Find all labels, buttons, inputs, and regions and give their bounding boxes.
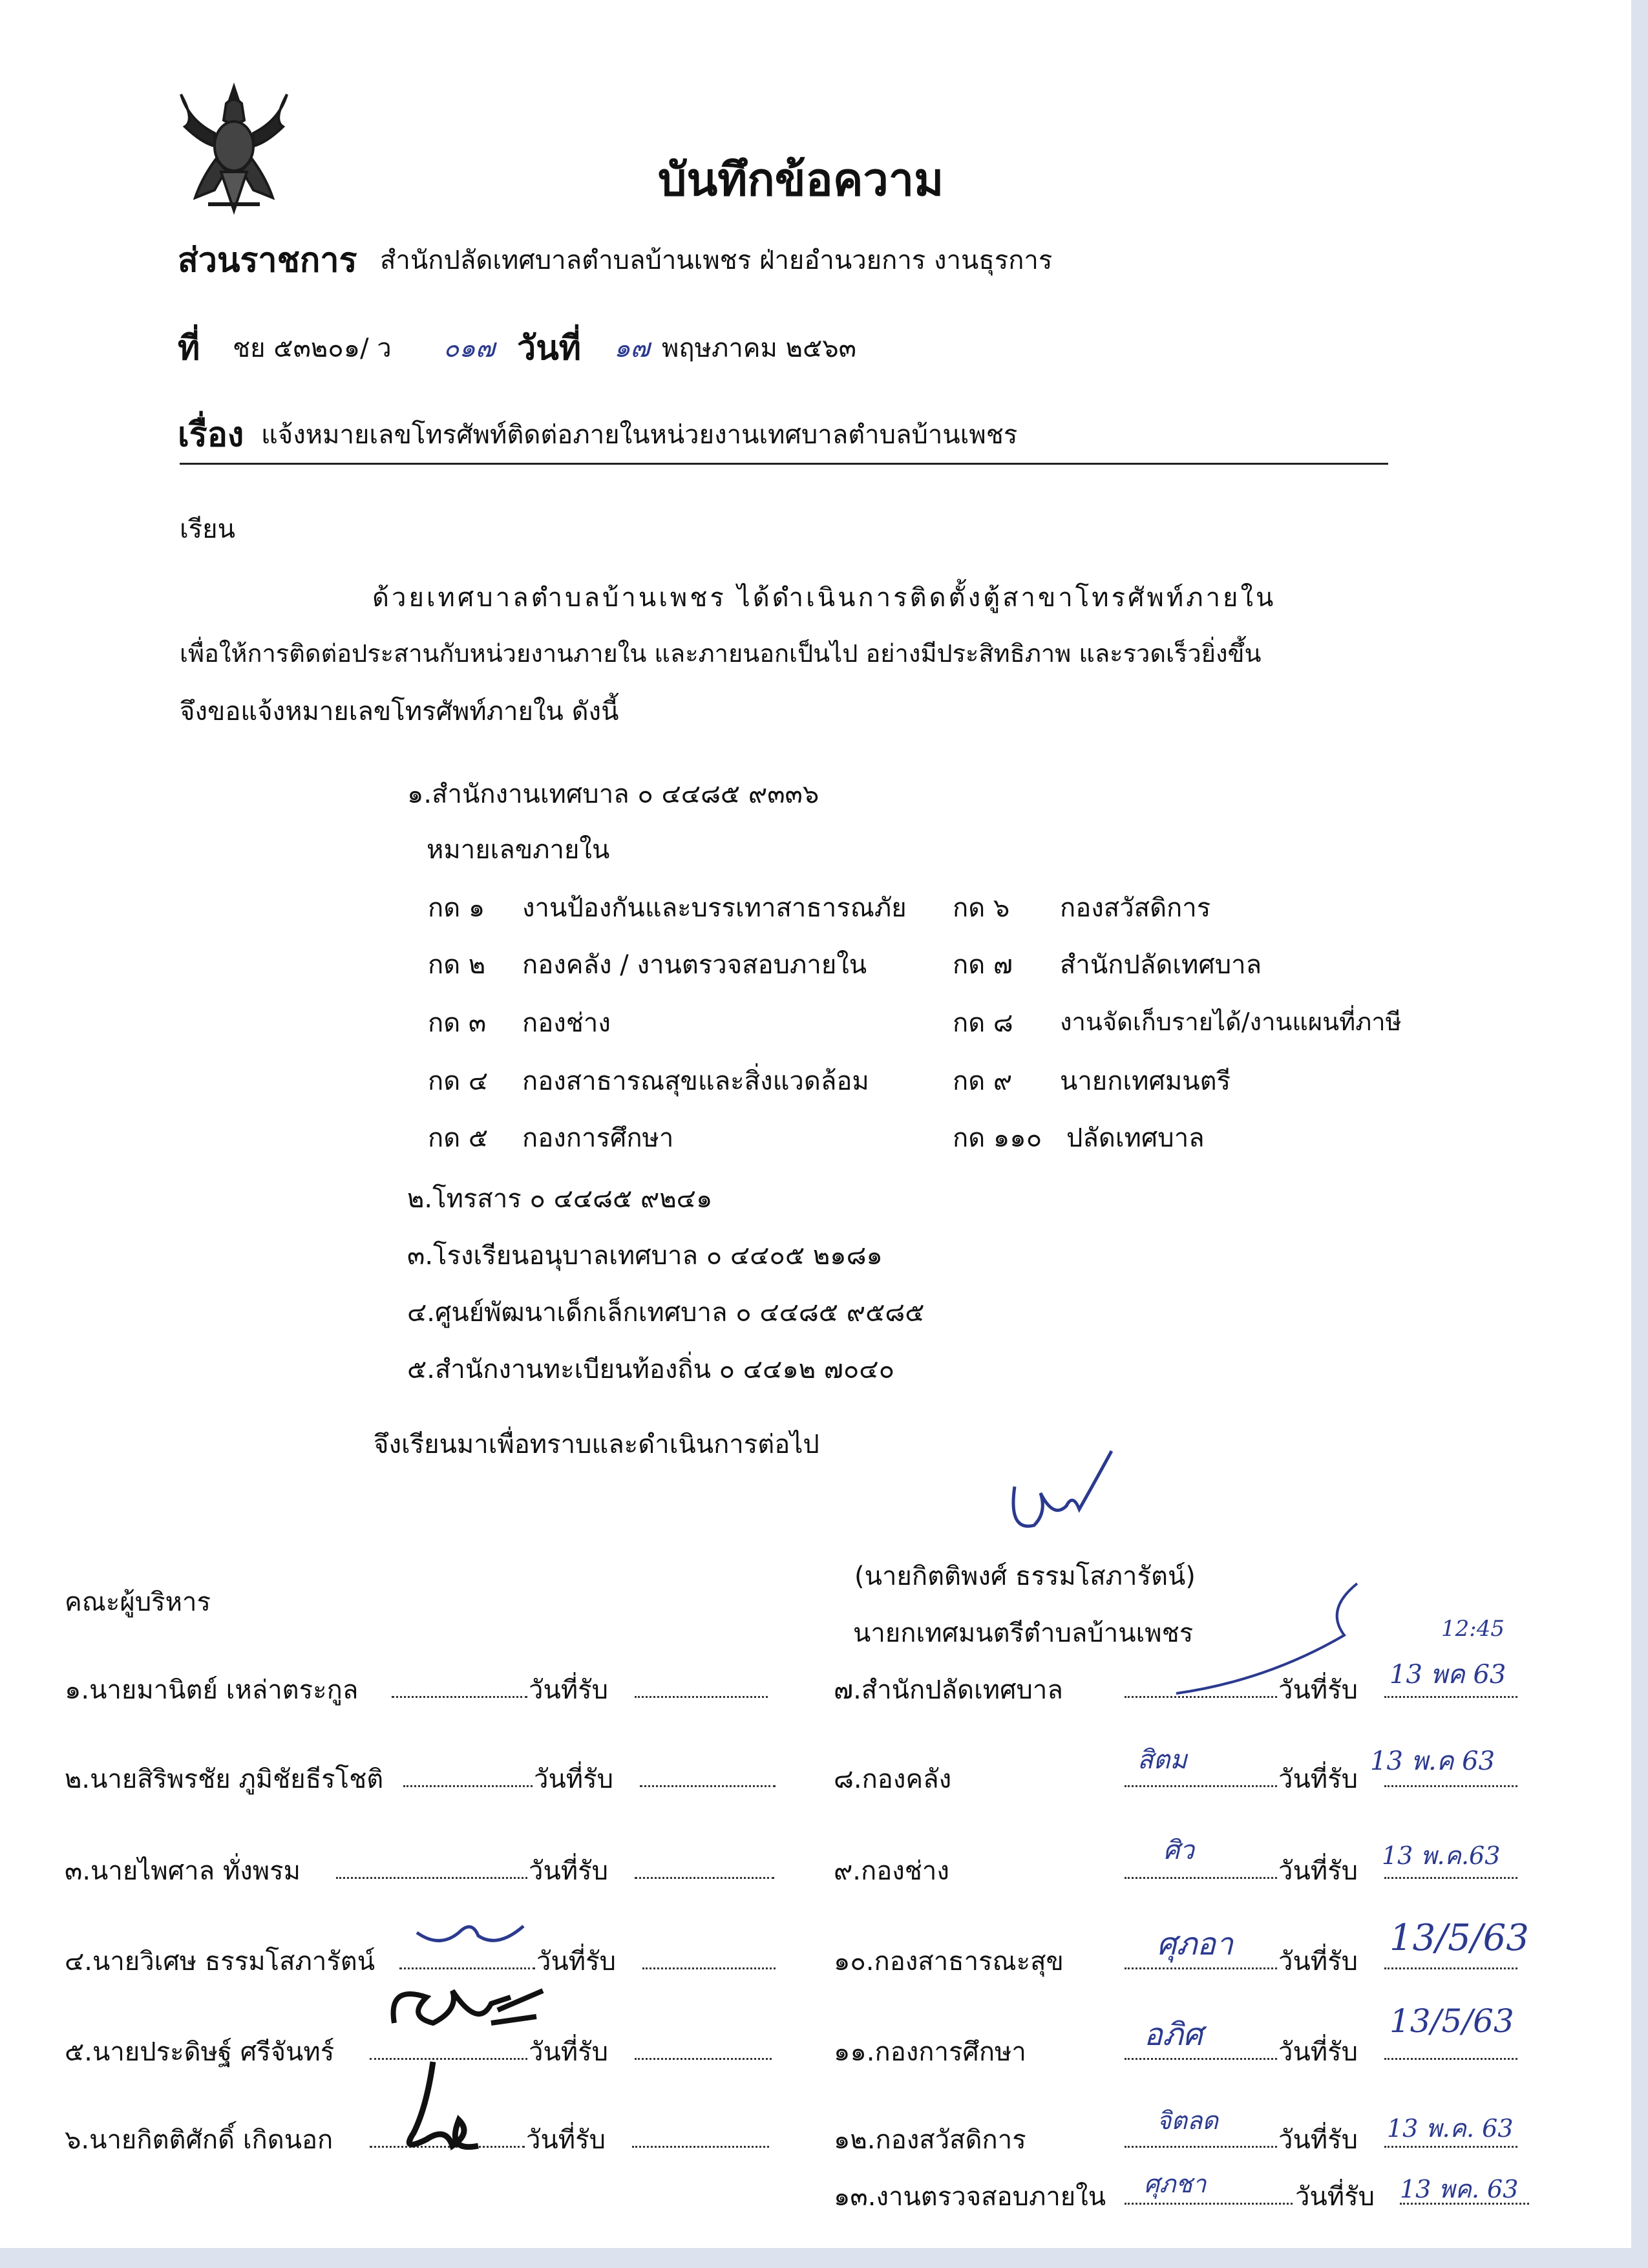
dept-label: ส่วนราชการ [178,241,357,280]
distribution-right-13: ๑๓.งานตรวจสอบภายใน [834,2182,1106,2212]
memo-title: บันทึกข้อความ [658,153,944,206]
distribution-left-4: ๔.นายวิเศษ ธรรมโสภารัตน์ [65,1947,375,1977]
ext-name: กองสาธารณสุขและสิ่งแวดล้อม [522,1066,869,1096]
signature-4 [414,1913,530,1952]
received-label: วันที่รับ [529,2037,609,2067]
subject-label: เรื่อง [178,416,244,454]
list-item-2: ๒.โทรสาร ๐ ๔๔๘๕ ๙๒๔๑ [407,1184,713,1214]
dotted-line [635,1696,768,1698]
ext-name: กองช่าง [522,1008,611,1038]
ext-code: กด ๖ [953,893,1010,923]
ext-code: กด ๕ [428,1123,489,1153]
dotted-line [635,1877,774,1879]
ref-number-handwritten: ๐๑๗ [443,334,495,363]
extension-heading: หมายเลขภายใน [427,835,610,865]
body-paragraph-1: ด้วยเทศบาลตำบลบ้านเพชร ได้ดำเนินการติดตั้งตู้สาขาโทรศัพท์ภายใน [372,583,1276,613]
received-date-handwritten: 13 พค 63 [1389,1660,1506,1690]
dotted-line [1125,2146,1277,2148]
ref-label: ที่ [178,329,200,368]
received-label: วันที่รับ [536,1947,617,1977]
garuda-emblem [176,81,292,217]
received-label: วันที่รับ [534,1765,614,1794]
dotted-line [1384,1696,1517,1698]
ext-code: กด ๘ [953,1008,1013,1038]
dotted-line [1384,1785,1517,1787]
received-date-handwritten: 13 พ.ค.63 [1382,1841,1501,1870]
distribution-left-6: ๖.นายกิตติศักดิ์ เกิดนอก [65,2125,333,2155]
received-label: วันที่รับ [529,1856,609,1886]
ref-value: ชย ๕๓๒๐๑/ ว [233,334,392,363]
ext-code: กด ๓ [428,1008,487,1038]
body-paragraph-2: เพื่อให้การติดต่อประสานกับหน่วยงานภายใน และภายนอกเป็นไป อย่างมีประสิทธิภาพ และรวดเร็วยิ่งขึ้น [180,639,1262,668]
ext-code: กด ๔ [428,1066,489,1096]
ext-name: นายกเทศมนตรี [1060,1066,1231,1096]
received-date-handwritten: 13 พค. 63 [1400,2175,1519,2203]
received-label: วันที่รับ [526,2125,606,2155]
signed-name-handwritten: ศุภชา [1144,2170,1207,2198]
distribution-left-5: ๕.นายประดิษฐ์ ศรีจันทร์ [65,2037,335,2067]
signed-name-handwritten: สิตม [1137,1745,1187,1775]
ext-code: กด ๑๑๐ [953,1123,1042,1153]
ext-code: กด ๙ [953,1066,1013,1096]
dotted-line [403,1785,533,1787]
signatory-position: นายกเทศมนตรีตำบลบ้านเพชร [853,1618,1194,1648]
list-item-5: ๕.สำนักงานทะเบียนท้องถิ่น ๐ ๔๔๑๒ ๗๐๔๐ [407,1355,894,1384]
dotted-line [1384,1967,1517,1969]
signed-name-handwritten: ศุภอา [1157,1926,1233,1962]
distribution-right-11: ๑๑.กองการศึกษา [834,2037,1026,2067]
distribution-left-3: ๓.นายไพศาล ทั่งพรม [65,1856,301,1886]
dotted-line [1125,1785,1277,1787]
received-label: วันที่รับ [1278,1856,1358,1886]
received-date-handwritten: 13 พ.ค. 63 [1387,2114,1514,2143]
page-edge-right [1631,0,1648,2268]
header-rule [180,463,1388,465]
received-date-handwritten: 13/5/63 [1389,1917,1529,1959]
ext-name: สำนักปลัดเทศบาล [1060,950,1262,980]
signed-name-handwritten: ศิว [1163,1836,1194,1865]
received-label: วันที่รับ [1295,2182,1375,2212]
dept-value: สำนักปลัดเทศบาลตำบลบ้านเพชร ฝ่ายอำนวยการ งานธุรการ [380,246,1053,275]
distribution-left-2: ๒.นายสิริพรชัย ภูมิชัยธีรโชติ [65,1765,384,1794]
received-label: วันที่รับ [1278,1765,1358,1794]
dotted-line [642,1967,776,1969]
ext-code: กด ๗ [953,950,1013,980]
list-item-1: ๑.สำนักงานเทศบาล ๐ ๔๔๘๕ ๙๓๓๖ [407,779,819,809]
subject-value: แจ้งหมายเลขโทรศัพท์ติดต่อภายในหน่วยงานเทศบาลตำบลบ้านเพชร [261,420,1018,450]
dotted-line [1384,2058,1517,2060]
received-date-handwritten: 13/5/63 [1389,2002,1514,2040]
signature-5 [381,1971,549,2062]
ext-code: กด ๑ [428,893,485,923]
distribution-right-10: ๑๐.กองสาธารณะสุข [834,1947,1064,1977]
dotted-line [640,1785,776,1787]
date-value: พฤษภาคม ๒๕๖๓ [662,334,856,363]
signature-6 [388,2055,491,2159]
ext-code: กด ๒ [428,950,486,980]
page-edge-bottom [0,2248,1648,2268]
list-item-3: ๓.โรงเรียนอนุบาลเทศบาล ๐ ๔๔๐๕ ๒๑๘๑ [407,1241,883,1271]
dotted-line [1384,1877,1517,1879]
mayor-signature [995,1448,1125,1545]
received-label: วันที่รับ [1278,2037,1358,2067]
ext-name: กองสวัสดิการ [1060,893,1211,923]
dotted-line [336,1877,527,1879]
ext-name: งานป้องกันและบรรเทาสาธารณภัย [522,893,907,923]
salutation: เรียน [180,514,235,544]
closing-line: จึงเรียนมาเพื่อทราบและดำเนินการต่อไป [374,1430,819,1459]
dotted-line [635,2058,772,2060]
distribution-right-7: ๗.สำนักปลัดเทศบาล [834,1675,1063,1705]
signature-7 [1137,1577,1383,1700]
distribution-heading: คณะผู้บริหาร [65,1587,211,1617]
dotted-line [399,1967,535,1969]
ext-name: งานจัดเก็บรายได้/งานแผนที่ภาษี [1060,1008,1402,1036]
distribution-right-8: ๘.กองคลัง [834,1765,952,1794]
distribution-right-9: ๙.กองช่าง [834,1856,949,1886]
received-label: วันที่รับ [1278,2125,1358,2155]
list-item-4: ๔.ศูนย์พัฒนาเด็กเล็กเทศบาล ๐ ๔๔๘๕ ๙๕๘๕ [407,1298,925,1328]
dotted-line [632,2146,769,2148]
ext-name: ปลัดเทศบาล [1066,1123,1205,1153]
received-time-handwritten: 12:45 [1441,1616,1505,1642]
ext-name: กองการศึกษา [522,1123,674,1153]
signed-name-handwritten: อภิศ [1144,2017,1203,2053]
date-day-handwritten: ๑๗ [614,334,650,363]
signatory-name: (นายกิตติพงศ์ ธรรมโสภารัตน์) [854,1562,1196,1591]
date-label: วันที่ [517,329,582,368]
dotted-line [392,1696,527,1698]
distribution-right-12: ๑๒.กองสวัสดิการ [834,2125,1026,2155]
dotted-line [1125,1877,1277,1879]
signed-name-handwritten: จิตลด [1157,2106,1218,2135]
body-paragraph-3: จึงขอแจ้งหมายเลขโทรศัพท์ภายใน ดังนี้ [180,697,619,726]
distribution-left-1: ๑.นายมานิตย์ เหล่าตระกูล [65,1675,359,1705]
received-label: วันที่รับ [1278,1947,1358,1977]
received-label: วันที่รับ [1278,1675,1358,1705]
received-label: วันที่รับ [529,1675,609,1705]
received-date-handwritten: 13 พ.ค 63 [1370,1746,1495,1776]
ext-name: กองคลัง / งานตรวจสอบภายใน [522,950,867,980]
